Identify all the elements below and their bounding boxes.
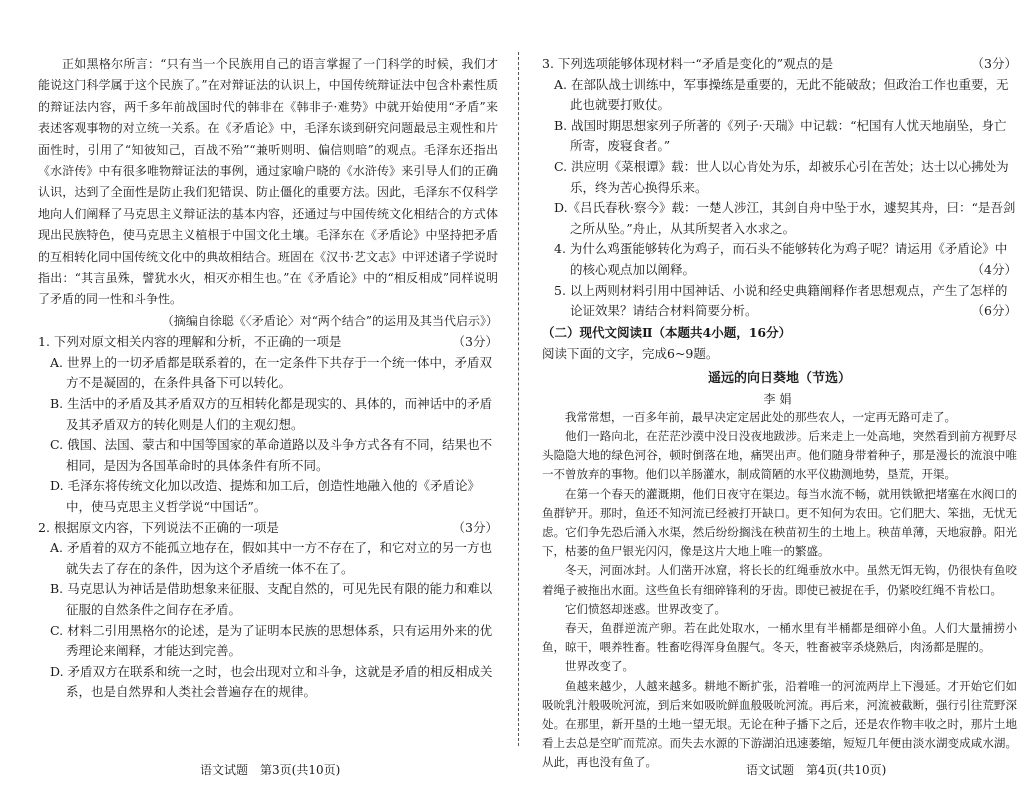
option-a: A. 矛盾着的双方不能孤立地存在，假如其中一方不存在了，和它对立的另一方也就失去了存在的条件，因为这个矛盾统一体不在了。 — [50, 540, 492, 576]
question-stem: 1. 下列对原文相关内容的理解和分析，不正确的一项是 — [38, 334, 342, 350]
option-c: C. 材料二引用黑格尔的论述，是为了证明本民族的思想体系，只有运用外来的优秀理论来阐释，才能达到完善。 — [50, 622, 493, 659]
article-paragraph: 鱼越来越少，人越来越多。耕地不断扩张，沿着唯一的河流两岸上下漫延。才开始它们如吸吮乳汁般吸吮河流，到后来如吸吮鲜血般吸吮河流。再后来，河流被截断，强行引往荒野深处。在那里，新开垦的土地一望无垠。无论在种子播下之后，还是农作物丰收之时，那片土地看上去总是空旷而荒凉。而失去水源的下游湖泊迅速萎缩，短短几年便由淡水湖变成咸水湖。从此，再也没有鱼了。 — [542, 678, 1017, 770]
page-footer: 语文试题 第3页(共10页) — [200, 763, 341, 777]
option-a: A. 在部队战士训练中，军事操练是重要的，无此不能破敌；但政治工作也重要，无此也就要打败仗。 — [554, 76, 1009, 113]
article-paragraph: 冬天，河面冰封。人们凿开冰窟，将长长的红绳垂放水中。虽然无饵无钩，仍很快有鱼咬着绳子被拖出水面。这些鱼长有细碎锋利的牙齿。即使已被捉在手，仍紧咬红绳不肯松口。 — [542, 563, 1017, 597]
question-score: （3分） — [452, 334, 498, 350]
article-title: 遥远的向日葵地（节选） — [707, 370, 851, 386]
question-1 — [38, 332, 498, 517]
article-paragraph: 在第一个春天的灌溉期，他们日夜守在渠边。每当水流不畅，就用铁锨把堵塞在水阀口的鱼群铲开。那时，鱼还不知河流已经被打开缺口。更不知何为农田。它们肥大、笨拙，无忧无虑。它们争先恐后涌入水渠，然后纷纷搁浅在秧苗初生的土地上。秧苗单薄，天地寂静。阳光下，枯萎的鱼尸银光闪闪，像是这片大地上唯一的繁盛。 — [542, 486, 1017, 559]
article-paragraph: 我常常想，一百多年前，最早决定定居此处的那些农人，一定再无路可走了。 — [565, 409, 956, 424]
question-stem: 3. 下列选项能够体现材料一“矛盾是变化的”观点的是 — [542, 56, 834, 71]
option-d: D.《吕氏春秋·察今》载：一楚人涉江，其剑自舟中坠于水，遽契其舟，曰：“是吾剑之所从坠。”舟止，从其所契者入水求之。 — [554, 200, 1016, 236]
option-c: C. 洪应明《菜根谭》载：世人以心肯处为乐，却被乐心引在苦处；达士以心拂处为乐，终为苦心换得乐来。 — [554, 158, 1009, 195]
question-3 — [542, 54, 1017, 239]
option-d: D. 矛盾双方在联系和统一之时，也会出现对立和斗争，这就是矛盾的相反相成关系，也是自然界和人类社会普遍存在的规律。 — [50, 663, 493, 700]
reading-instruction: 阅读下面的文字，完成6~9题。 — [542, 345, 719, 361]
question-4 — [542, 239, 1017, 280]
article-paragraph: 它们愤怒却迷惑。世界改变了。 — [565, 601, 726, 616]
question-score: （4分） — [971, 261, 1017, 277]
question-score: （3分） — [452, 519, 498, 535]
article-paragraph: 春天，鱼群逆流产卵。若在此处取水，一桶水里有半桶都是细碎小鱼。人们大量捕捞小鱼，晾干，喂养牲畜。牲畜吃得浑身鱼腥气。冬天，牲畜被宰杀烧熟后，肉汤都是腥的。 — [542, 620, 1017, 655]
option-c: C. 俄国、法国、蒙古和中国等国家的革命道路以及斗争方式各有不同，结果也不相同，是因为各国革命时的具体条件有所不同。 — [50, 437, 493, 473]
question-score: （3分） — [971, 56, 1017, 71]
question-stem: 2. 根据原文内容，下列说法不正确的一项是 — [38, 519, 279, 535]
question-score: （6分） — [971, 303, 1017, 319]
passage-paragraph: 正如黑格尔所言：“只有当一个民族用自己的语言掌握了一门科学的时候，我们才能说这门科学属于这个民族了。”在对辩证法的认识上，中国传统辩证法中包含朴素性质的辩证法内容，两千多年前战国时代的韩非在《韩非子·难势》中就开始使用“矛盾”来表述客观事物的对立统一关系。在《矛盾论》中，毛泽东谈到研究问题最忌主观性和片面性时，引用了“知彼知己，百战不殆”“兼听则明、偏信则暗”的观点。毛泽东还指出《水浒传》中有很多唯物辩证法的事例，通过家喻户晓的《水浒传》来引导人们的正确认识，达到了全面性是防止我们犯错误、防止僵化的重要方法。因此，毛泽东不仅科学地向人们阐释了马克思主义辩证法的基本内容，还通过与中国传统文化相结合的方式体现出民族特色，使马克思主义植根于中国文化土壤。毛泽东在《矛盾论》中坚持把矛盾的互相转化同中国传统文化中的典故相结合。班固在《汉书·艺文志》中评述诸子学说时指出：“其言虽殊，譬犹水火，相灭亦相生也。”在《矛盾论》中的“相反相成”同样说明了矛盾的同一性和斗争性。 — [38, 57, 498, 307]
article-paragraph: 世界改变了。 — [565, 659, 634, 674]
right-page — [520, 0, 1031, 800]
question-stem: 4. 为什么鸡蛋能够转化为鸡子，而石头不能够转化为鸡子呢？请运用《矛盾论》中的核心观点加以阐释。 — [554, 241, 1008, 277]
option-b: B. 战国时期思想家列子所著的《列子·天瑞》中记载：“杞国有人忧天地崩坠，身亡所寄，废寝食者。” — [554, 117, 1007, 154]
option-a: A. 世界上的一切矛盾都是联系着的，在一定条件下共存于一个统一体中，矛盾双方不是凝固的，在条件具备下可以转化。 — [50, 354, 492, 391]
section-title: （二）现代文阅读Ⅱ（本题共4小题，16分） — [542, 324, 792, 340]
article-author: 李娟 — [763, 391, 796, 406]
column-divider — [518, 52, 519, 746]
option-d: D. 毛泽东将传统文化加以改造、提炼和加工后，创造性地融入他的《矛盾论》中，使马克思主义哲学说“中国话”。 — [50, 478, 481, 515]
option-b: B. 生活中的矛盾及其矛盾双方的互相转化都是现实的、具体的，而神话中的矛盾及其矛盾双方的转化则是人们的主观幻想。 — [50, 396, 493, 432]
passage — [38, 54, 498, 311]
article-paragraph: 他们一路向北，在茫茫沙漠中没日没夜地跋涉。后来走上一处高地，突然看到前方视野尽头隐隐大地的绿色河谷，顿时倒落在地，痛哭出声。他们随身带着种子，那是漫长的流浪中唯一不曾放弃的事物。他们以羊肠灌水，制成简陋的水平仪勘测地势，垦荒，开渠。 — [542, 428, 1017, 482]
article-body — [542, 408, 1017, 773]
page-footer: 语文试题 第4页(共10页) — [746, 763, 887, 777]
passage-source: （摘编自徐聪《〈矛盾论〉对“两个结合”的运用及其当代启示》） — [161, 313, 498, 328]
question-5 — [542, 281, 1017, 322]
question-2 — [38, 518, 498, 703]
question-stem: 5. 以上两则材料引用中国神话、小说和经史典籍阐释作者思想观点，产生了怎样的论证效果？请结合材料简要分析。 — [554, 282, 1008, 319]
option-b: B. 马克思认为神话是借助想象来征服、支配自然的，可见先民有限的能力和难以征服的自然条件之间存在矛盾。 — [50, 581, 493, 617]
